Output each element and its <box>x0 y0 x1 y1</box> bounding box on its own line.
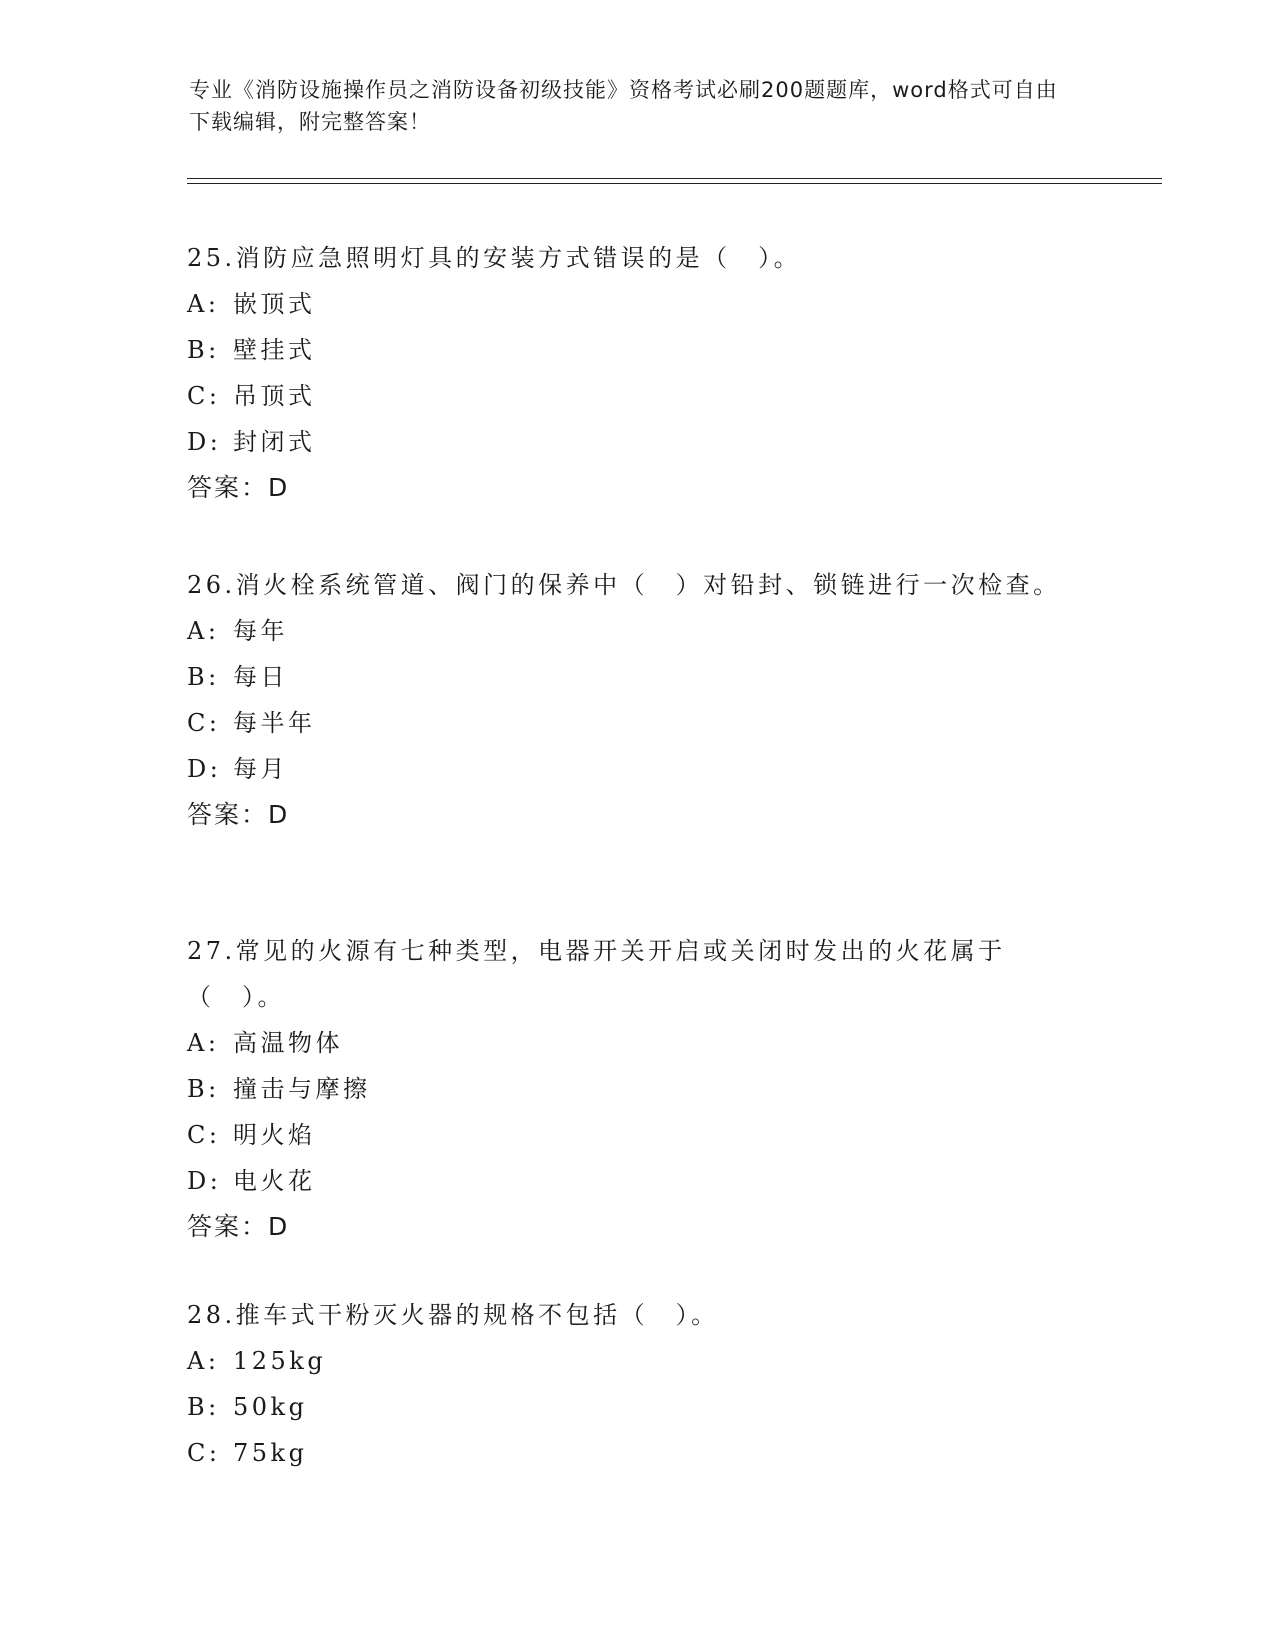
option-text: 封闭式 <box>233 428 316 456</box>
question-28 <box>187 1292 1087 1476</box>
option-text: 每年 <box>233 617 288 645</box>
option-text: 75kg <box>233 1439 308 1467</box>
question-stem: 27.常见的火源有七种类型，电器开关开启或关闭时发出的火花属于（ ）。 <box>187 937 1006 1011</box>
option-key: D: <box>187 428 222 456</box>
answer-line: 答案：D <box>187 473 290 502</box>
option-key: D: <box>187 755 222 783</box>
question-25 <box>187 235 1087 511</box>
option-text: 明火焰 <box>233 1121 316 1149</box>
document-header: 专业《消防设施操作员之消防设备初级技能》资格考试必刷200题题库，word格式可自由下载编辑，附完整答案！ <box>189 78 1058 134</box>
option-key: A: <box>187 617 220 645</box>
option-key: D: <box>187 1167 222 1195</box>
header-divider-top <box>187 178 1162 179</box>
option-key: B: <box>187 663 220 691</box>
option-key: C: <box>187 1121 221 1149</box>
option-b <box>187 1384 1087 1430</box>
option-key: A: <box>187 1347 220 1375</box>
option-d <box>187 1158 1087 1204</box>
option-a <box>187 608 1087 654</box>
option-key: B: <box>187 1075 220 1103</box>
option-text: 125kg <box>233 1347 327 1375</box>
option-text: 每半年 <box>233 709 316 737</box>
option-d <box>187 746 1087 792</box>
option-key: C: <box>187 382 221 410</box>
option-key: B: <box>187 1393 220 1421</box>
question-27 <box>187 928 1087 1250</box>
option-key: C: <box>187 1439 221 1467</box>
option-c <box>187 1112 1087 1158</box>
option-b <box>187 327 1087 373</box>
option-text: 吊顶式 <box>233 382 316 410</box>
option-text: 每日 <box>233 663 288 691</box>
option-c <box>187 1430 1087 1476</box>
option-b <box>187 1066 1087 1112</box>
answer-line: 答案：D <box>187 1212 290 1241</box>
option-text: 嵌顶式 <box>233 290 316 318</box>
option-a <box>187 281 1087 327</box>
option-key: C: <box>187 709 221 737</box>
option-a <box>187 1338 1087 1384</box>
option-key: A: <box>187 290 220 318</box>
header-divider-bottom <box>187 183 1162 184</box>
option-c <box>187 700 1087 746</box>
question-stem: 28.推车式干粉灭火器的规格不包括（ ）。 <box>187 1301 719 1329</box>
option-key: A: <box>187 1029 220 1057</box>
option-text: 电火花 <box>233 1167 316 1195</box>
option-text: 撞击与摩擦 <box>233 1075 371 1103</box>
question-26 <box>187 562 1087 838</box>
option-text: 壁挂式 <box>233 336 316 364</box>
option-text: 每月 <box>233 755 288 783</box>
option-d <box>187 419 1087 465</box>
option-key: B: <box>187 336 220 364</box>
question-stem: 26.消火栓系统管道、阀门的保养中（ ）对铅封、锁链进行一次检查。 <box>187 571 1061 599</box>
answer-line: 答案：D <box>187 800 290 829</box>
option-b <box>187 654 1087 700</box>
option-c <box>187 373 1087 419</box>
option-text: 50kg <box>233 1393 308 1421</box>
question-stem: 25.消防应急照明灯具的安装方式错误的是（ ）。 <box>187 244 802 272</box>
option-a <box>187 1020 1087 1066</box>
option-text: 高温物体 <box>233 1029 343 1057</box>
